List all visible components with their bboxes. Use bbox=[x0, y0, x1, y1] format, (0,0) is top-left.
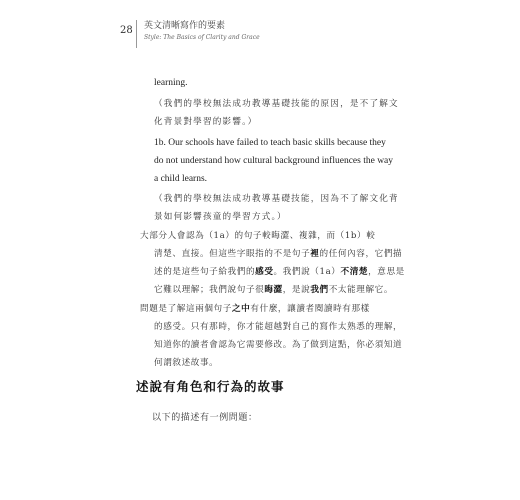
text-run: 知道你的讀者會認為它需要修改。為了做到這點，你必須知道 bbox=[154, 340, 403, 350]
paragraph-line bbox=[154, 338, 402, 350]
text-run: 有什麼，讓讀者閱讀時有那樣 bbox=[250, 304, 370, 314]
emphasized-text: 不清楚 bbox=[340, 267, 369, 277]
text-run: 問題是了解這兩個句子 bbox=[140, 304, 232, 314]
emphasized-text: 裡 bbox=[310, 249, 320, 259]
emphasized-text: 晦澀 bbox=[264, 285, 283, 295]
text-run: ，意思是 bbox=[368, 267, 405, 277]
translation-line: 景如何影響孩童的學習方式。） bbox=[154, 212, 287, 222]
book-subtitle: Style: The Basics of Clarity and Grace bbox=[144, 34, 260, 41]
paragraph-line bbox=[154, 265, 405, 277]
paragraph-line bbox=[140, 229, 375, 241]
book-title: 英文清晰寫作的要素 bbox=[144, 21, 226, 31]
section-heading: 述說有角色和行為的故事 bbox=[136, 379, 285, 394]
paragraph-line bbox=[154, 283, 393, 295]
paragraph-line bbox=[140, 302, 370, 314]
text-run: ，是說 bbox=[282, 285, 311, 295]
text-run: 清楚、直接。但這些字眼指的不是句子 bbox=[154, 249, 311, 259]
english-example-line: a child learns. bbox=[154, 174, 208, 184]
section-intro: 以下的描述有一例問題： bbox=[152, 413, 258, 423]
translation-line: （我們的學校無法成功教導基礎技能的原因，是不了解文 bbox=[154, 99, 399, 109]
page-number: 28 bbox=[120, 25, 133, 36]
translation-line: （我們的學校無法成功教導基礎技能，因為不了解文化背 bbox=[154, 194, 399, 204]
emphasized-text: 我們 bbox=[310, 285, 329, 295]
paragraph-line bbox=[154, 320, 402, 332]
header-divider bbox=[136, 20, 137, 48]
english-example-line: learning. bbox=[154, 78, 188, 88]
paragraph-line bbox=[154, 247, 402, 259]
text-run: 的任何內容，它們描 bbox=[319, 249, 403, 259]
text-run: 它難以理解；我們說句子很 bbox=[154, 285, 265, 295]
text-run: 何謂敘述故事。 bbox=[154, 358, 219, 368]
english-example-line: 1b. Our schools have failed to teach basic skills because they bbox=[154, 138, 386, 148]
emphasized-text: 感受 bbox=[255, 267, 274, 277]
text-run: 。我們說（1a） bbox=[273, 267, 341, 277]
paragraph-line bbox=[154, 356, 218, 368]
translation-line: 化背景對學習的影響。） bbox=[154, 117, 258, 127]
english-example-line: do not understand how cultural background influences the way bbox=[154, 156, 394, 166]
emphasized-text: 之中 bbox=[231, 304, 251, 314]
text-run: 不太能理解它。 bbox=[328, 285, 394, 295]
text-run: 述的是這些句子給我們的 bbox=[154, 267, 256, 277]
text-run: 大部分人會認為（1a）的句子較晦澀、複雜，而（1b）較 bbox=[140, 231, 376, 241]
text-run: 的感受。只有那時，你才能超越對自己的寫作太熟悉的理解， bbox=[154, 322, 403, 332]
